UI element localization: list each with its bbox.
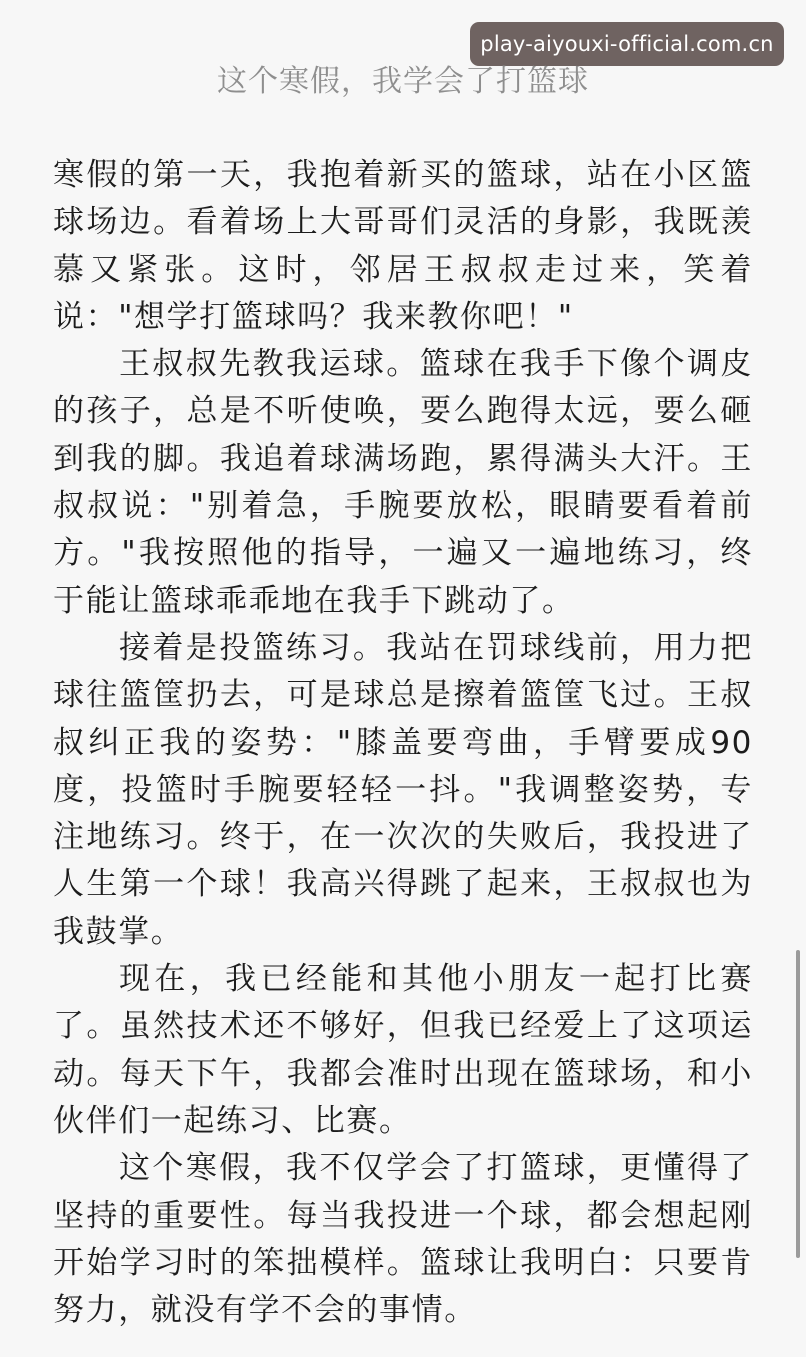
paragraph-3: 接着是投篮练习。我站在罚球线前，用力把球往篮筐扔去，可是球总是擦着篮筐飞过。王叔叔纠正我的姿势："膝盖要弯曲，手臂要成90度，投篮时手腕要轻轻一抖。"我调整姿势，专注地练习。终于，在一次次的失败后，我投进了人生第一个球！我高兴得跳了起来，王叔叔也为我鼓掌。 [53, 629, 753, 950]
article-title: 这个寒假，我学会了打篮球 [217, 64, 589, 99]
paragraph-1: 寒假的第一天，我抱着新买的篮球，站在小区篮球场边。看着场上大哥哥们灵活的身影，我既羡慕又紧张。这时，邻居王叔叔走过来，笑着说："想学打篮球吗？我来教你吧！" [53, 157, 753, 335]
article-body [53, 152, 753, 1334]
paragraph-5: 这个寒假，我不仅学会了打篮球，更懂得了坚持的重要性。每当我投进一个球，都会想起刚开始学习时的笨拙模样。篮球让我明白：只要肯努力，就没有学不会的事情。 [53, 1150, 753, 1329]
watermark-badge: play-aiyouxi-official.com.cn [470, 22, 784, 66]
paragraph-4: 现在，我已经能和其他小朋友一起打比赛了。虽然技术还不够好，但我已经爱上了这项运动。每天下午，我都会准时出现在篮球场，和小伙伴们一起练习、比赛。 [53, 961, 753, 1139]
paragraph-2: 王叔叔先教我运球。篮球在我手下像个调皮的孩子，总是不听使唤，要么跑得太远，要么砸到我的脚。我追着球满场跑，累得满头大汗。王叔叔说："别着急，手腕要放松，眼睛要看着前方。"我按照他的指导，一遍又一遍地练习，终于能让篮球乖乖地在我手下跳动了。 [53, 346, 753, 619]
scrollbar-thumb[interactable] [796, 950, 800, 1258]
